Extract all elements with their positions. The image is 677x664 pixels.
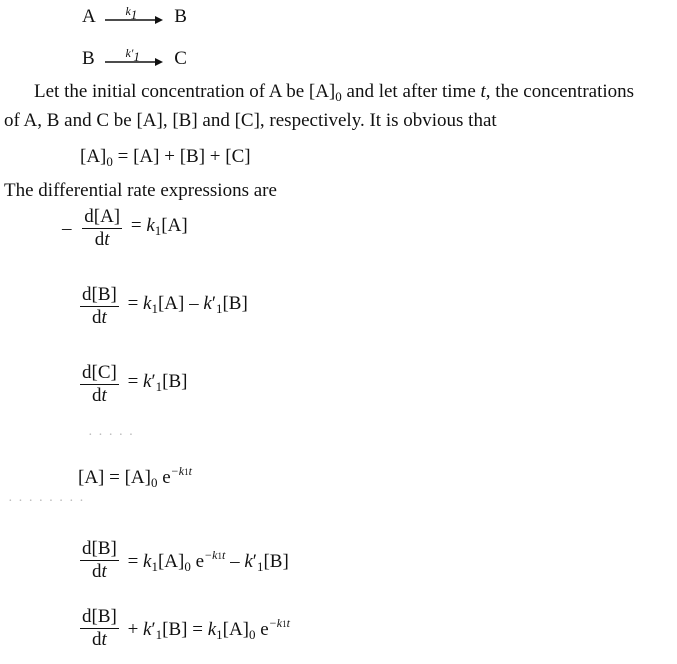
rate-intro: The differential rate expressions are xyxy=(4,180,277,201)
reaction-2 xyxy=(82,45,187,71)
fraction: $\frac{d[B]}{dt}$ xyxy=(82,538,117,582)
reactant: B xyxy=(82,48,95,69)
rate-constant-label: k1 xyxy=(125,3,138,22)
right-arrow-icon xyxy=(105,16,163,24)
right-arrow-icon xyxy=(105,58,163,66)
rate-equation-b: $\frac{d[B]}{dt}$ = $k_1[A] - k'_1[B]$ xyxy=(82,284,248,328)
product: B xyxy=(174,6,187,27)
fraction: $\frac{d[B]}{dt}$ xyxy=(82,284,117,328)
integrated-a-equation: $[A] = [A]_0$ $e^{-k1t}$ xyxy=(78,464,192,490)
scan-noise: · · · · · xyxy=(88,428,135,443)
fraction: $\frac{d[A]}{dt}$ xyxy=(84,206,121,250)
reaction-arrow xyxy=(105,3,163,29)
reactant: A xyxy=(82,6,95,27)
reaction-1 xyxy=(82,3,187,29)
rate-constant-label: k′1 xyxy=(125,45,140,64)
fraction: $\frac{d[C]}{dt}$ xyxy=(82,362,117,406)
intro-line-2: of A, B and C be [A], [B] and [C], respectively. It is obvious that xyxy=(4,110,497,131)
rate-equation-b-rearranged: $\frac{d[B]}{dt}$ + $k'_1[B] = k_1[A]_0$ $e^{-k1t}$ xyxy=(82,606,290,650)
fraction: $\frac{d[B]}{dt}$ xyxy=(82,606,117,650)
rate-equation-b-substituted: $\frac{d[B]}{dt}$ = $k_1[A]_0$ $e^{-k1t} - k'_1[B]$ xyxy=(82,538,289,582)
intro-line-1: Let the initial concentration of A be $[A]_0$ and let after time t, the concentrations xyxy=(34,81,635,104)
conservation-equation: $[A]_0 = [A] + [B] + [C]$ xyxy=(80,146,251,169)
reaction-arrow xyxy=(105,45,163,71)
product: C xyxy=(174,48,187,69)
rate-equation-c: $\frac{d[C]}{dt}$ = $k'_1[B]$ xyxy=(82,362,188,406)
scan-noise: · · · · · · · · xyxy=(8,494,85,509)
rate-equation-a: – $\frac{d[A]}{dt}$ = $k_1[A]$ xyxy=(62,206,188,250)
